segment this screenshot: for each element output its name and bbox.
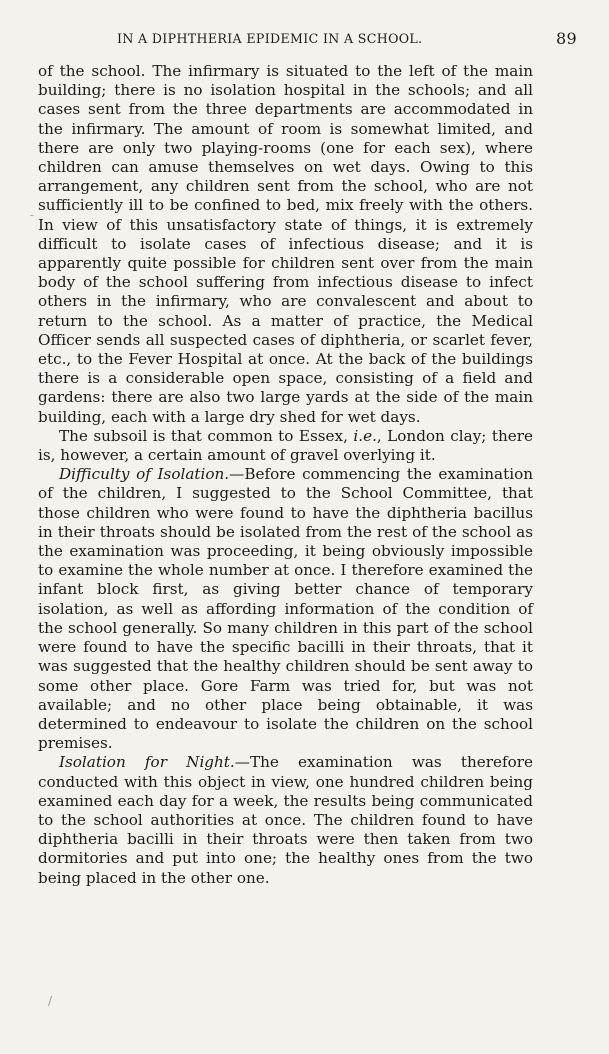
paragraph-subsoil (38, 427, 533, 465)
section-heading-difficulty: Difficulty of Isolation. (59, 465, 230, 484)
paragraph-isolation-for-night (38, 753, 533, 887)
section-heading-night: Isolation for Night. (59, 753, 235, 772)
paragraph-difficulty-of-isolation (38, 465, 533, 753)
running-head (38, 26, 577, 52)
margin-dash-mark: - (30, 208, 35, 222)
page-number: 89 (555, 29, 577, 48)
difficulty-text: —Before commencing the examination of the children, I suggested to the School Committee, that those children who were found to have the diphtheria bacillus in their throats should be isolated from the rest of the school as the examination was proceeding, it being obviously impossible to examine the whole number at once. I therefore examined the infant block first, as giving better chance of temporary isolation, as well as affording information of the condition of the school generally. So many children in this part of the school were found to have the specific bacilli in their throats, that it was suggested that the healthy children should be sent away to some other place. Gore Farm was tried for, but was not available; and no other place being obtainable, it was determined to endeavour to isolate the children on the school premises. (38, 465, 533, 753)
running-title: IN A DIPHTHERIA EPIDEMIC IN A SCHOOL. (117, 31, 423, 46)
stray-mark: / (48, 994, 53, 1008)
ie-abbreviation: i.e. (353, 426, 377, 445)
subsoil-text-start: The subsoil is that common to Essex, (59, 426, 354, 445)
paragraph-infirmary: of the school. The infirmary is situated to the left of the main building; there is no isolation hospital in the schools; and all cases sent from the three departments are accommodated in the infirmary. The amount of room is somewhat limited, and there are only two playing-rooms (one for each sex), where children can amuse themselves on wet days. Owing to this arrangement, any children sent from the school, who are not sufficiently ill to be confined to bed, mix freely with the others. In view of this unsatisfactory state of things, it is extremely difficult to isolate cases of infectious disease; and it is apparently quite possible for children sent over from the main body of the school suffering from infectious disease to infect others in the infirmary, who are convalescent and about to return to the school. As a matter of practice, the Medical Officer sends all suspected cases of diphtheria, or scarlet fever, etc., to the Fever Hospital at once. At the back of the buildings there is a considerable open space, consisting of a field and gardens: there are also two large yards at the side of the main building, each with a large dry shed for wet days. (38, 62, 533, 426)
night-text: —The examination was therefore conducted with this object in view, one hundred children being examined each day for a week, the results being communicated to the school authorities at once. The children found to have diphtheria bacilli in their throats were then taken from two dormitories and put into one; the healthy ones from the two being placed in the other one. (38, 753, 534, 887)
subsoil-text-end: , London clay; there is, however, a certain amount of gravel overlying it. (38, 426, 533, 465)
body-text (38, 62, 533, 888)
